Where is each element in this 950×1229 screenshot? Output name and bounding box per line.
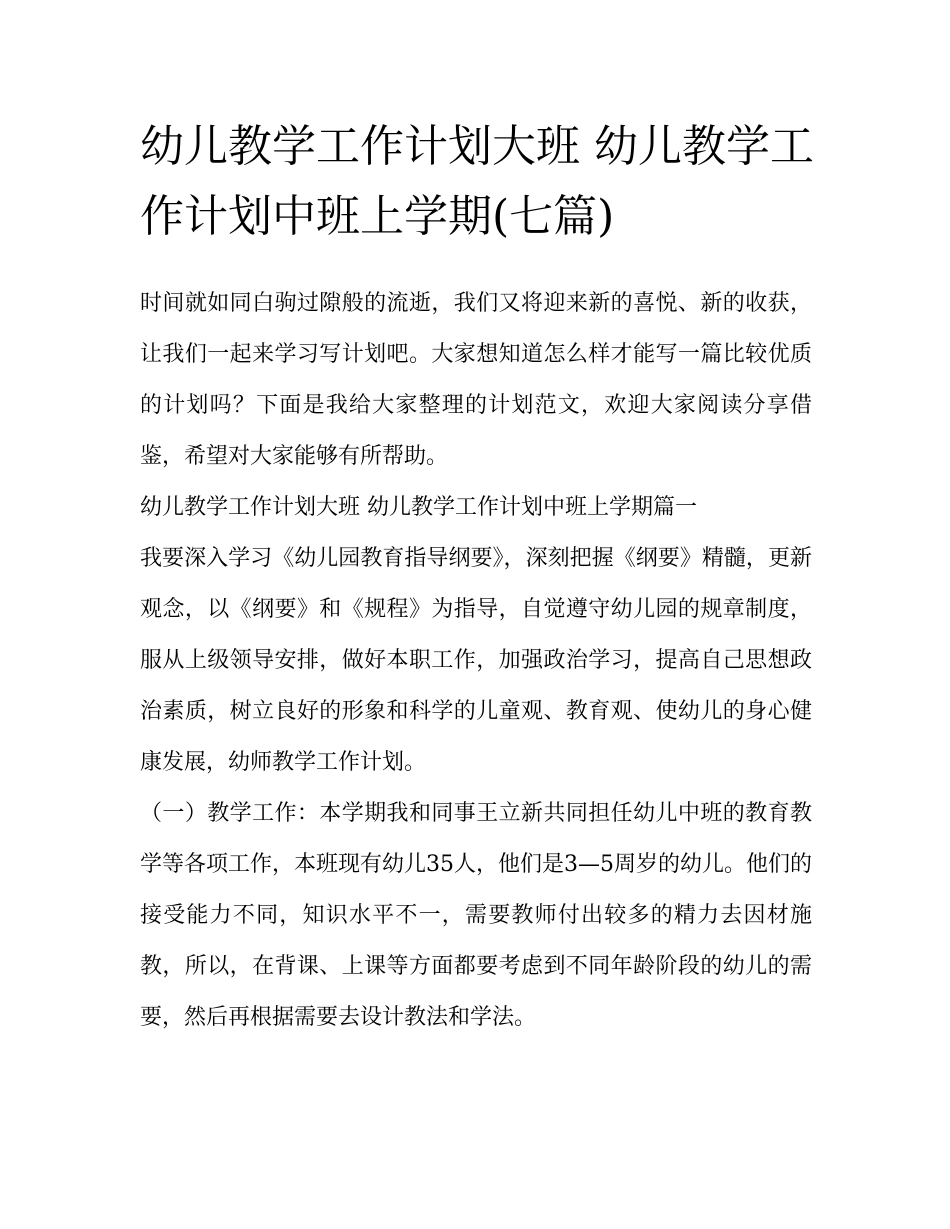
document-body — [140, 278, 812, 1043]
body-paragraph-1: 我要深入学习《幼儿园教育指导纲要》，深刻把握《纲要》精髓，更新观念，以《纲要》和《规程》为指导，自觉遵守幼儿园的规章制度，服从上级领导安排，做好本职工作，加强政治学习，提高自己思想政治素质，树立良好的形象和科学的儿童观、教育观、使幼儿的身心健康发展，幼师教学工作计划。 — [140, 546, 812, 775]
body-paragraph-2: （一）教学工作：本学期我和同事王立新共同担任幼儿中班的教育教学等各项工作，本班现有幼儿35人，他们是3—5周岁的幼儿。他们的接受能力不同，知识水平不一，需要教师付出较多的精力去因材施教，所以，在背课、上课等方面都要考虑到不同年龄阶段的幼儿的需要，然后再根据需要去设计教法和学法。 — [140, 801, 812, 1030]
section-heading: 幼儿教学工作计划大班 幼儿教学工作计划中班上学期篇一 — [140, 495, 697, 520]
intro-paragraph: 时间就如同白驹过隙般的流逝，我们又将迎来新的喜悦、新的收获，让我们一起来学习写计划吧。大家想知道怎么样才能写一篇比较优质的计划吗？下面是我给大家整理的计划范文，欢迎大家阅读分享借鉴，希望对大家能够有所帮助。 — [140, 291, 812, 469]
document-title: 幼儿教学工作计划大班 幼儿教学工作计划中班上学期(七篇) — [140, 121, 814, 242]
